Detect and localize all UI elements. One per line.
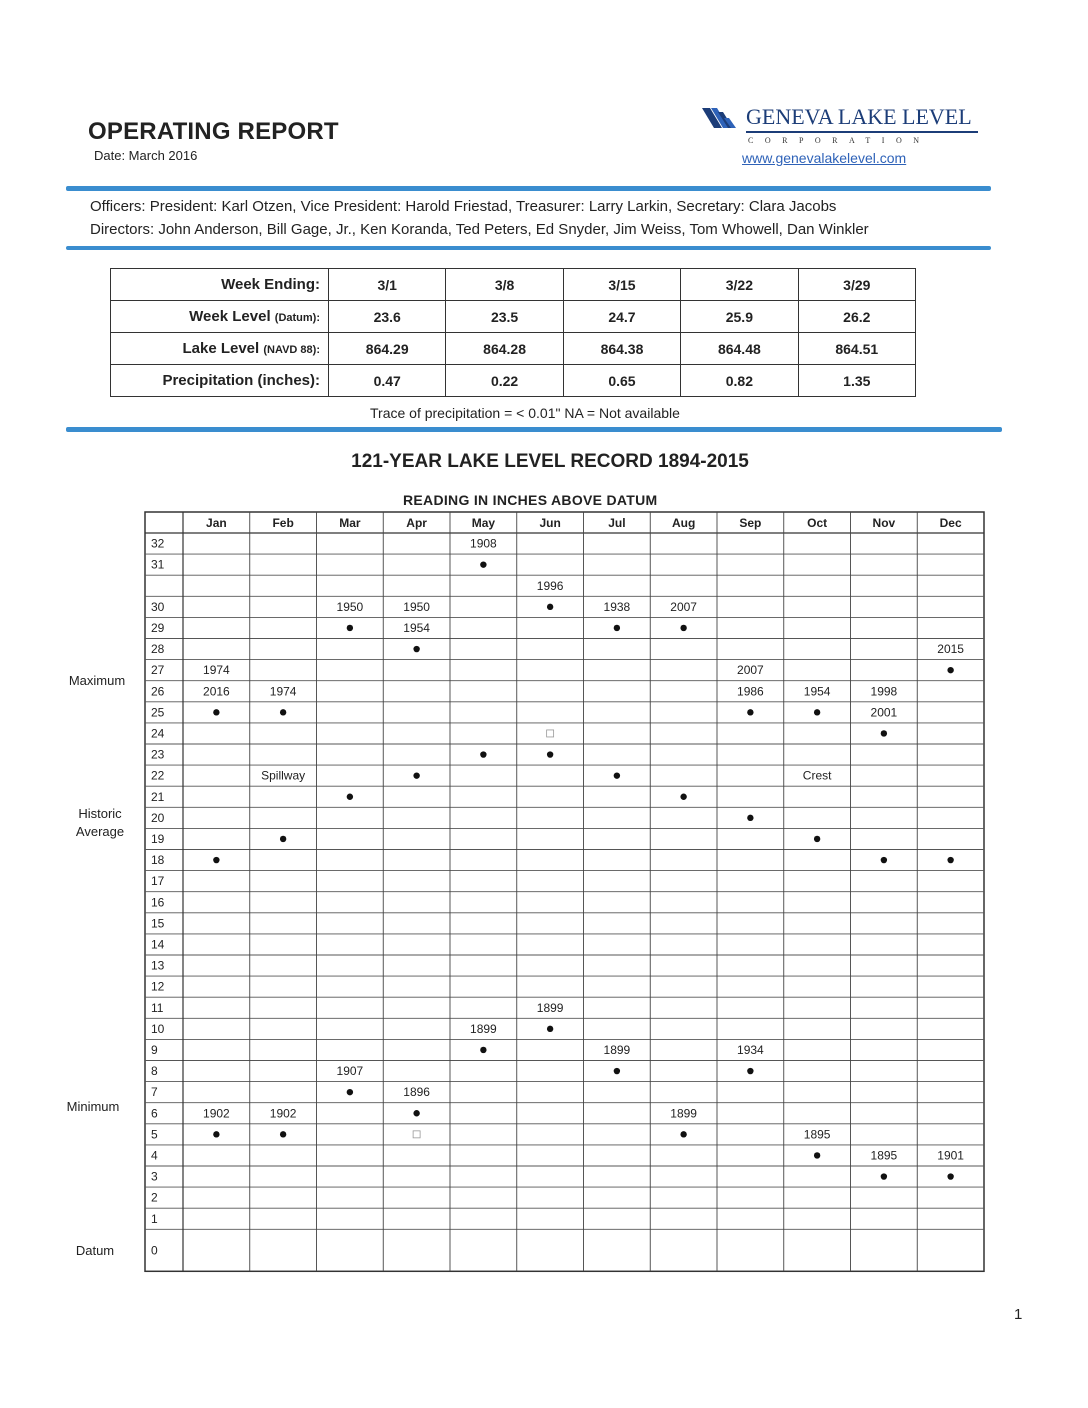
row-unit: (Datum): [274,312,320,324]
table-cell: 3/1 [329,269,446,301]
datum-side-label: Datum [75,1243,115,1258]
record-title: 121-YEAR LAKE LEVEL RECORD 1894-2015 [351,451,749,472]
table-cell: 0.22 [446,365,563,397]
average-dot [680,794,686,800]
table-cell: 864.48 [681,333,798,365]
month-header: Oct [807,516,828,530]
page-number: 1 [1014,1306,1023,1323]
directors-line: Directors: John Anderson, Bill Gage, Jr., Ken Koranda, Ted Peters, Ed Snyder, Jim Weiss, Tom Whowell, Dan Winkler [90,221,869,238]
table-cell: 3/15 [563,269,680,301]
level-label: 24 [151,726,165,741]
level-label: 18 [151,853,165,868]
maximum-dot [347,625,353,631]
maximum-year: 1950 [336,599,364,614]
table-cell: 3/22 [681,269,798,301]
level-label: 29 [151,620,165,635]
table-cell: 25.9 [681,301,798,333]
minimum-year: 1895 [803,1127,831,1142]
maximum-dot [280,709,286,715]
record-subtitle: READING IN INCHES ABOVE DATUM [403,492,658,508]
officers-line: Officers: President: Karl Otzen, Vice President: Harold Friestad, Treasurer: Larry Larkin, Secretary: Clara Jacobs [90,198,837,215]
maximum-year: 1996 [536,578,564,593]
level-label: 7 [151,1085,158,1100]
average-dot [280,836,286,842]
minimum-year: 1934 [737,1042,764,1057]
table-cell: 0.47 [329,365,446,397]
month-header: Feb [272,516,294,530]
average-dot [947,857,953,863]
minimum-dot [814,1152,820,1158]
maximum-year: 1950 [403,599,430,614]
level-label: 21 [151,789,165,804]
average-dot [747,815,753,821]
table-cell: 24.7 [563,301,680,333]
level-label: 19 [151,831,165,846]
maximum-dot [881,730,887,736]
maximum-side-label: Maximum [68,673,126,688]
average-dot [614,772,620,778]
minimum-year: 1896 [403,1085,430,1100]
minimum-dot [747,1068,753,1074]
maximum-year: 2016 [203,684,230,699]
table-cell: 864.51 [798,333,915,365]
maximum-year: 2001 [870,705,898,720]
maximum-year: 2015 [937,642,964,657]
maximum-year: 1998 [870,684,898,699]
maximum-year: 2007 [670,599,697,614]
level-label: 11 [151,1000,164,1015]
logo-name: GENEVA LAKE LEVEL [746,104,972,129]
table-cell: 3/29 [798,269,915,301]
level-label: 22 [151,768,165,783]
precipitation-note: Trace of precipitation = < 0.01" NA = Not available [370,405,680,421]
minimum-dot [347,1089,353,1095]
average-dot [213,857,219,863]
minimum-year: 1902 [269,1106,297,1121]
month-header: Aug [671,516,696,530]
current-level-marker [413,1131,420,1138]
table-cell: 864.28 [446,333,563,365]
level-label: 25 [151,705,165,720]
level-label: 1 [151,1211,158,1226]
logo-corporation: CORPORATION [748,136,931,145]
month-header: Jul [608,516,626,530]
minimum-year: 1899 [470,1021,497,1036]
level-label: 16 [151,895,165,910]
maximum-dot [680,625,686,631]
month-header: May [471,516,496,530]
level-label: 0 [151,1243,158,1258]
level-label: 10 [151,1021,165,1036]
maximum-dot [480,561,486,567]
maximum-dot [947,667,953,673]
month-header: Jan [206,516,227,530]
table-cell: 23.5 [446,301,563,333]
minimum-dot [480,1047,486,1053]
level-label: 32 [151,536,165,551]
table-cell: 1.35 [798,365,915,397]
page-title: OPERATING REPORT [88,118,339,145]
row-label: Lake Level [182,340,264,357]
precipitation-label: Precipitation (inches): [111,365,329,397]
minimum-side-label: Minimum [66,1099,120,1114]
minimum-dot [614,1068,620,1074]
month-header: Sep [739,516,762,530]
average-dot [547,751,553,757]
level-label: 13 [151,958,165,973]
maximum-dot [413,646,419,652]
table-cell: 0.65 [563,365,680,397]
level-label: 6 [151,1106,158,1121]
level-label: 8 [151,1064,158,1079]
level-label: 14 [151,937,165,952]
month-header: Mar [339,516,361,530]
maximum-year: 1974 [203,663,230,678]
minimum-dot [213,1131,219,1137]
maximum-dot [614,625,620,631]
level-label: 17 [151,874,165,889]
minimum-year: 1901 [937,1148,964,1163]
minimum-year: 1899 [536,1000,564,1015]
minimum-year: 1902 [203,1106,230,1121]
level-label: 30 [151,599,165,614]
month-header: Apr [406,516,427,530]
current-level-marker [547,730,554,737]
month-header: Jun [539,516,561,530]
month-header: Nov [872,516,896,530]
maximum-dot [547,604,553,610]
maximum-year: 1986 [737,684,764,699]
level-annotation: Crest [802,768,832,783]
maximum-year: 2007 [737,663,764,678]
table-cell: 864.38 [563,333,680,365]
maximum-dot [747,709,753,715]
level-label: 26 [151,684,165,699]
minimum-dot [280,1131,286,1137]
row-unit: (NAVD 88): [263,344,320,356]
maximum-year: 1908 [470,536,497,551]
level-label: 31 [151,557,165,572]
maximum-year: 1954 [403,620,430,635]
month-header: Dec [939,516,962,530]
minimum-dot [947,1173,953,1179]
average-side-label: Average [75,824,125,839]
minimum-dot [547,1026,553,1032]
level-label: 15 [151,916,165,931]
level-label: 3 [151,1169,158,1184]
minimum-year: 1895 [870,1148,898,1163]
level-label: 23 [151,747,165,762]
minimum-year: 1907 [336,1064,364,1079]
level-label: 12 [151,979,165,994]
level-label: 2 [151,1190,158,1205]
maximum-year: 1974 [269,684,297,699]
level-label: 5 [151,1127,158,1142]
level-label: 27 [151,663,165,678]
level-annotation: Spillway [261,768,306,783]
table-cell: 26.2 [798,301,915,333]
week-ending-label: Week Ending: [111,269,329,301]
minimum-year: 1899 [603,1042,631,1057]
average-dot [881,857,887,863]
level-label: 20 [151,810,165,825]
table-cell: 23.6 [329,301,446,333]
minimum-dot [413,1110,419,1116]
average-dot [480,751,486,757]
level-label: 28 [151,642,165,657]
maximum-year: 1954 [803,684,831,699]
maximum-dot [213,709,219,715]
minimum-dot [680,1131,686,1137]
maximum-dot [814,709,820,715]
level-label: 9 [151,1042,158,1057]
historic-side-label: Historic [78,806,122,821]
average-dot [814,836,820,842]
minimum-dot [881,1173,887,1179]
table-cell: 864.29 [329,333,446,365]
maximum-year: 1938 [603,599,631,614]
table-cell: 0.82 [681,365,798,397]
average-dot [347,794,353,800]
website-link[interactable]: www.genevalakelevel.com [742,150,907,166]
level-label: 4 [151,1148,158,1163]
report-date: Date: March 2016 [94,148,198,163]
table-cell: 3/8 [446,269,563,301]
row-label: Week Level [189,308,275,325]
average-dot [413,772,419,778]
minimum-year: 1899 [670,1106,697,1121]
